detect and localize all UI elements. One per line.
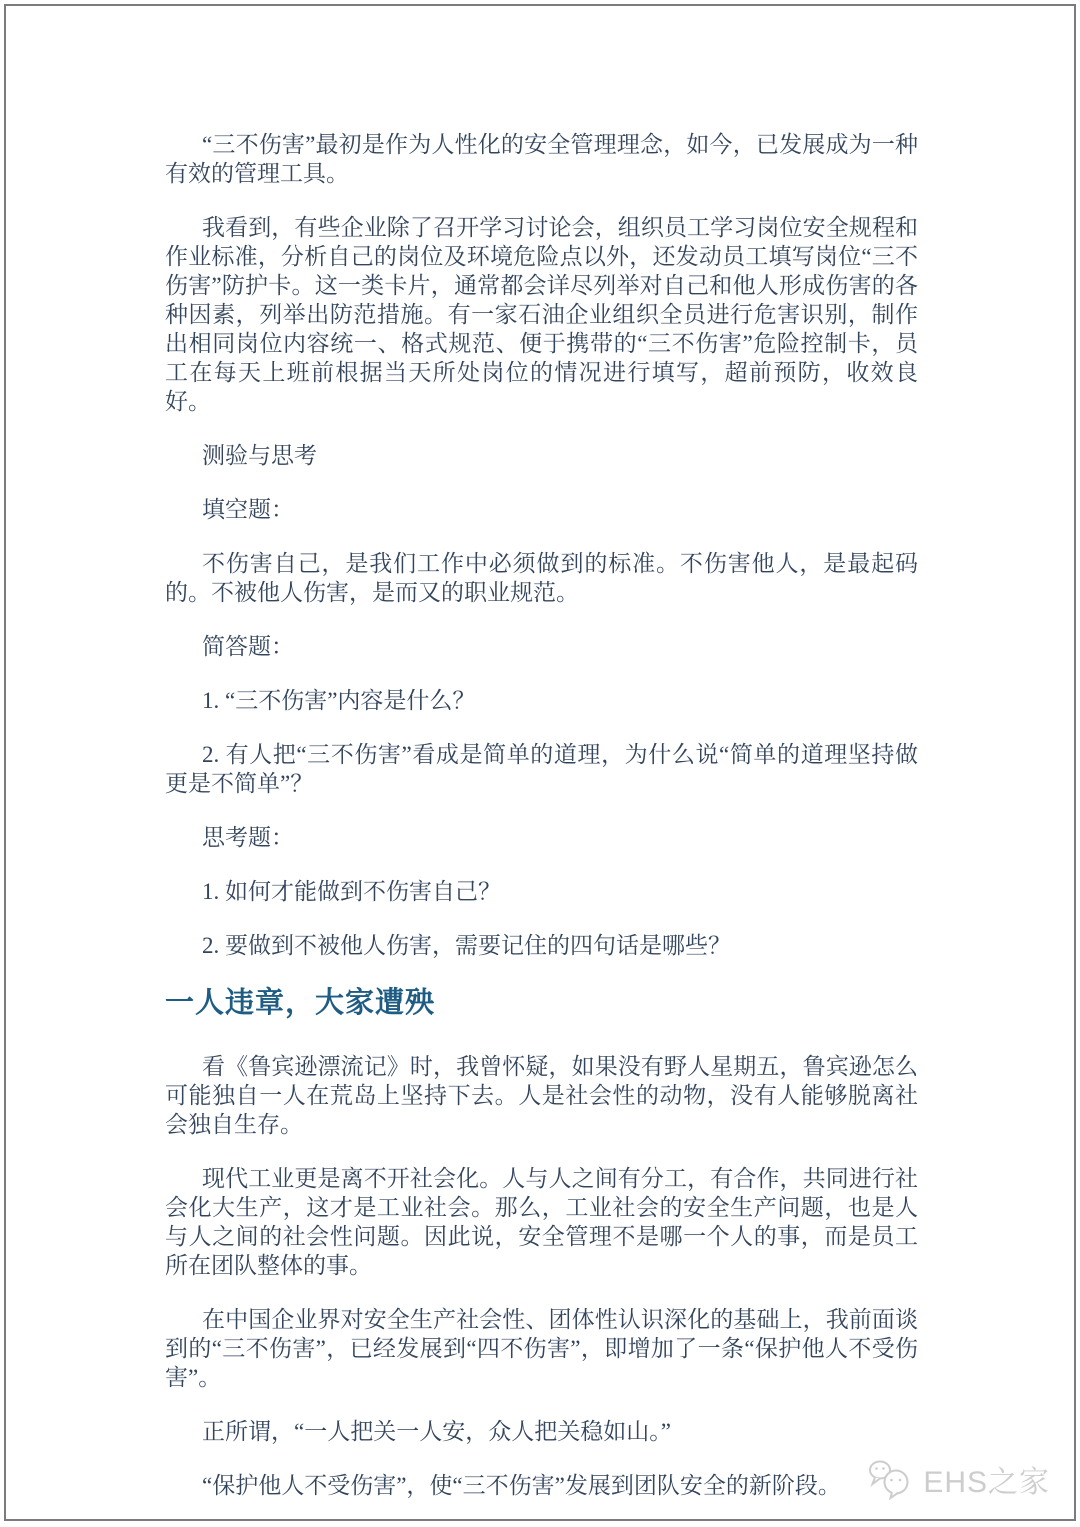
paragraph: “三不伤害”最初是作为人性化的安全管理理念，如今，已发展成为一种有效的管理工具。 (165, 132, 918, 186)
paragraph: 看《鲁宾逊漂流记》时，我曾怀疑，如果没有野人星期五，鲁宾逊怎么可能独自一人在荒岛上坚持下去。人是社会性的动物，没有人能够脱离社会独自生存。 (165, 1054, 918, 1137)
quiz-item: 1. 如何才能做到不伤害自己？ (202, 879, 501, 904)
watermark (866, 1457, 1050, 1501)
paragraph: 我看到，有些企业除了召开学习讨论会，组织员工学习岗位安全规程和作业标准，分析自己的岗位及环境危险点以外，还发动员工填写岗位“三不伤害”防护卡。这一类卡片，通常都会详尽列举对自己和他人形成伤害的各种因素，列举出防范措施。有一家石油企业组织全员进行危害识别，制作出相同岗位内容统一、格式规范、便于携带的“三不伤害”危险控制卡，员工在每天上班前根据当天所处岗位的情况进行填写，超前预防，收效良好。 (165, 215, 918, 414)
watermark-label: EHS之家 (923, 1466, 1050, 1499)
paragraph: “保护他人不受伤害”，使“三不伤害”发展到团队安全的新阶段。 (202, 1473, 841, 1498)
quiz-item: 1. “三不伤害”内容是什么？ (202, 688, 476, 713)
paragraph: 不伤害自己，是我们工作中必须做到的标准。不伤害他人，是最起码的。不被他人伤害，是而又的职业规范。 (165, 551, 918, 605)
paragraph: 在中国企业界对安全生产社会性、团体性认识深化的基础上，我前面谈到的“三不伤害”，已经发展到“四不伤害”，即增加了一条“保护他人不受伤害”。 (165, 1307, 918, 1390)
subheading-short-answer: 简答题： (202, 634, 294, 659)
paragraph: 现代工业更是离不开社会化。人与人之间有分工，有合作，共同进行社会化大生产，这才是工业社会。那么，工业社会的安全生产问题，也是人与人之间的社会性问题。因此说，安全管理不是哪一个人的事，而是员工所在团队整体的事。 (165, 1166, 918, 1278)
document-content (165, 130, 918, 1525)
subheading-quiz: 测验与思考 (202, 443, 317, 468)
paragraph: 正所谓，“一人把关一人安，众人把关稳如山。” (202, 1419, 671, 1444)
wechat-icon (866, 1457, 914, 1501)
subheading-fill-in: 填空题： (202, 497, 294, 522)
section-heading: 一人违章，大家遭殃 (165, 987, 436, 1019)
quiz-item: 2. 要做到不被他人伤害，需要记住的四句话是哪些？ (202, 933, 731, 958)
subheading-think: 思考题： (202, 825, 294, 850)
quiz-item: 2. 有人把“三不伤害”看成是简单的道理，为什么说“简单的道理坚持做更是不简单”？ (165, 742, 918, 796)
